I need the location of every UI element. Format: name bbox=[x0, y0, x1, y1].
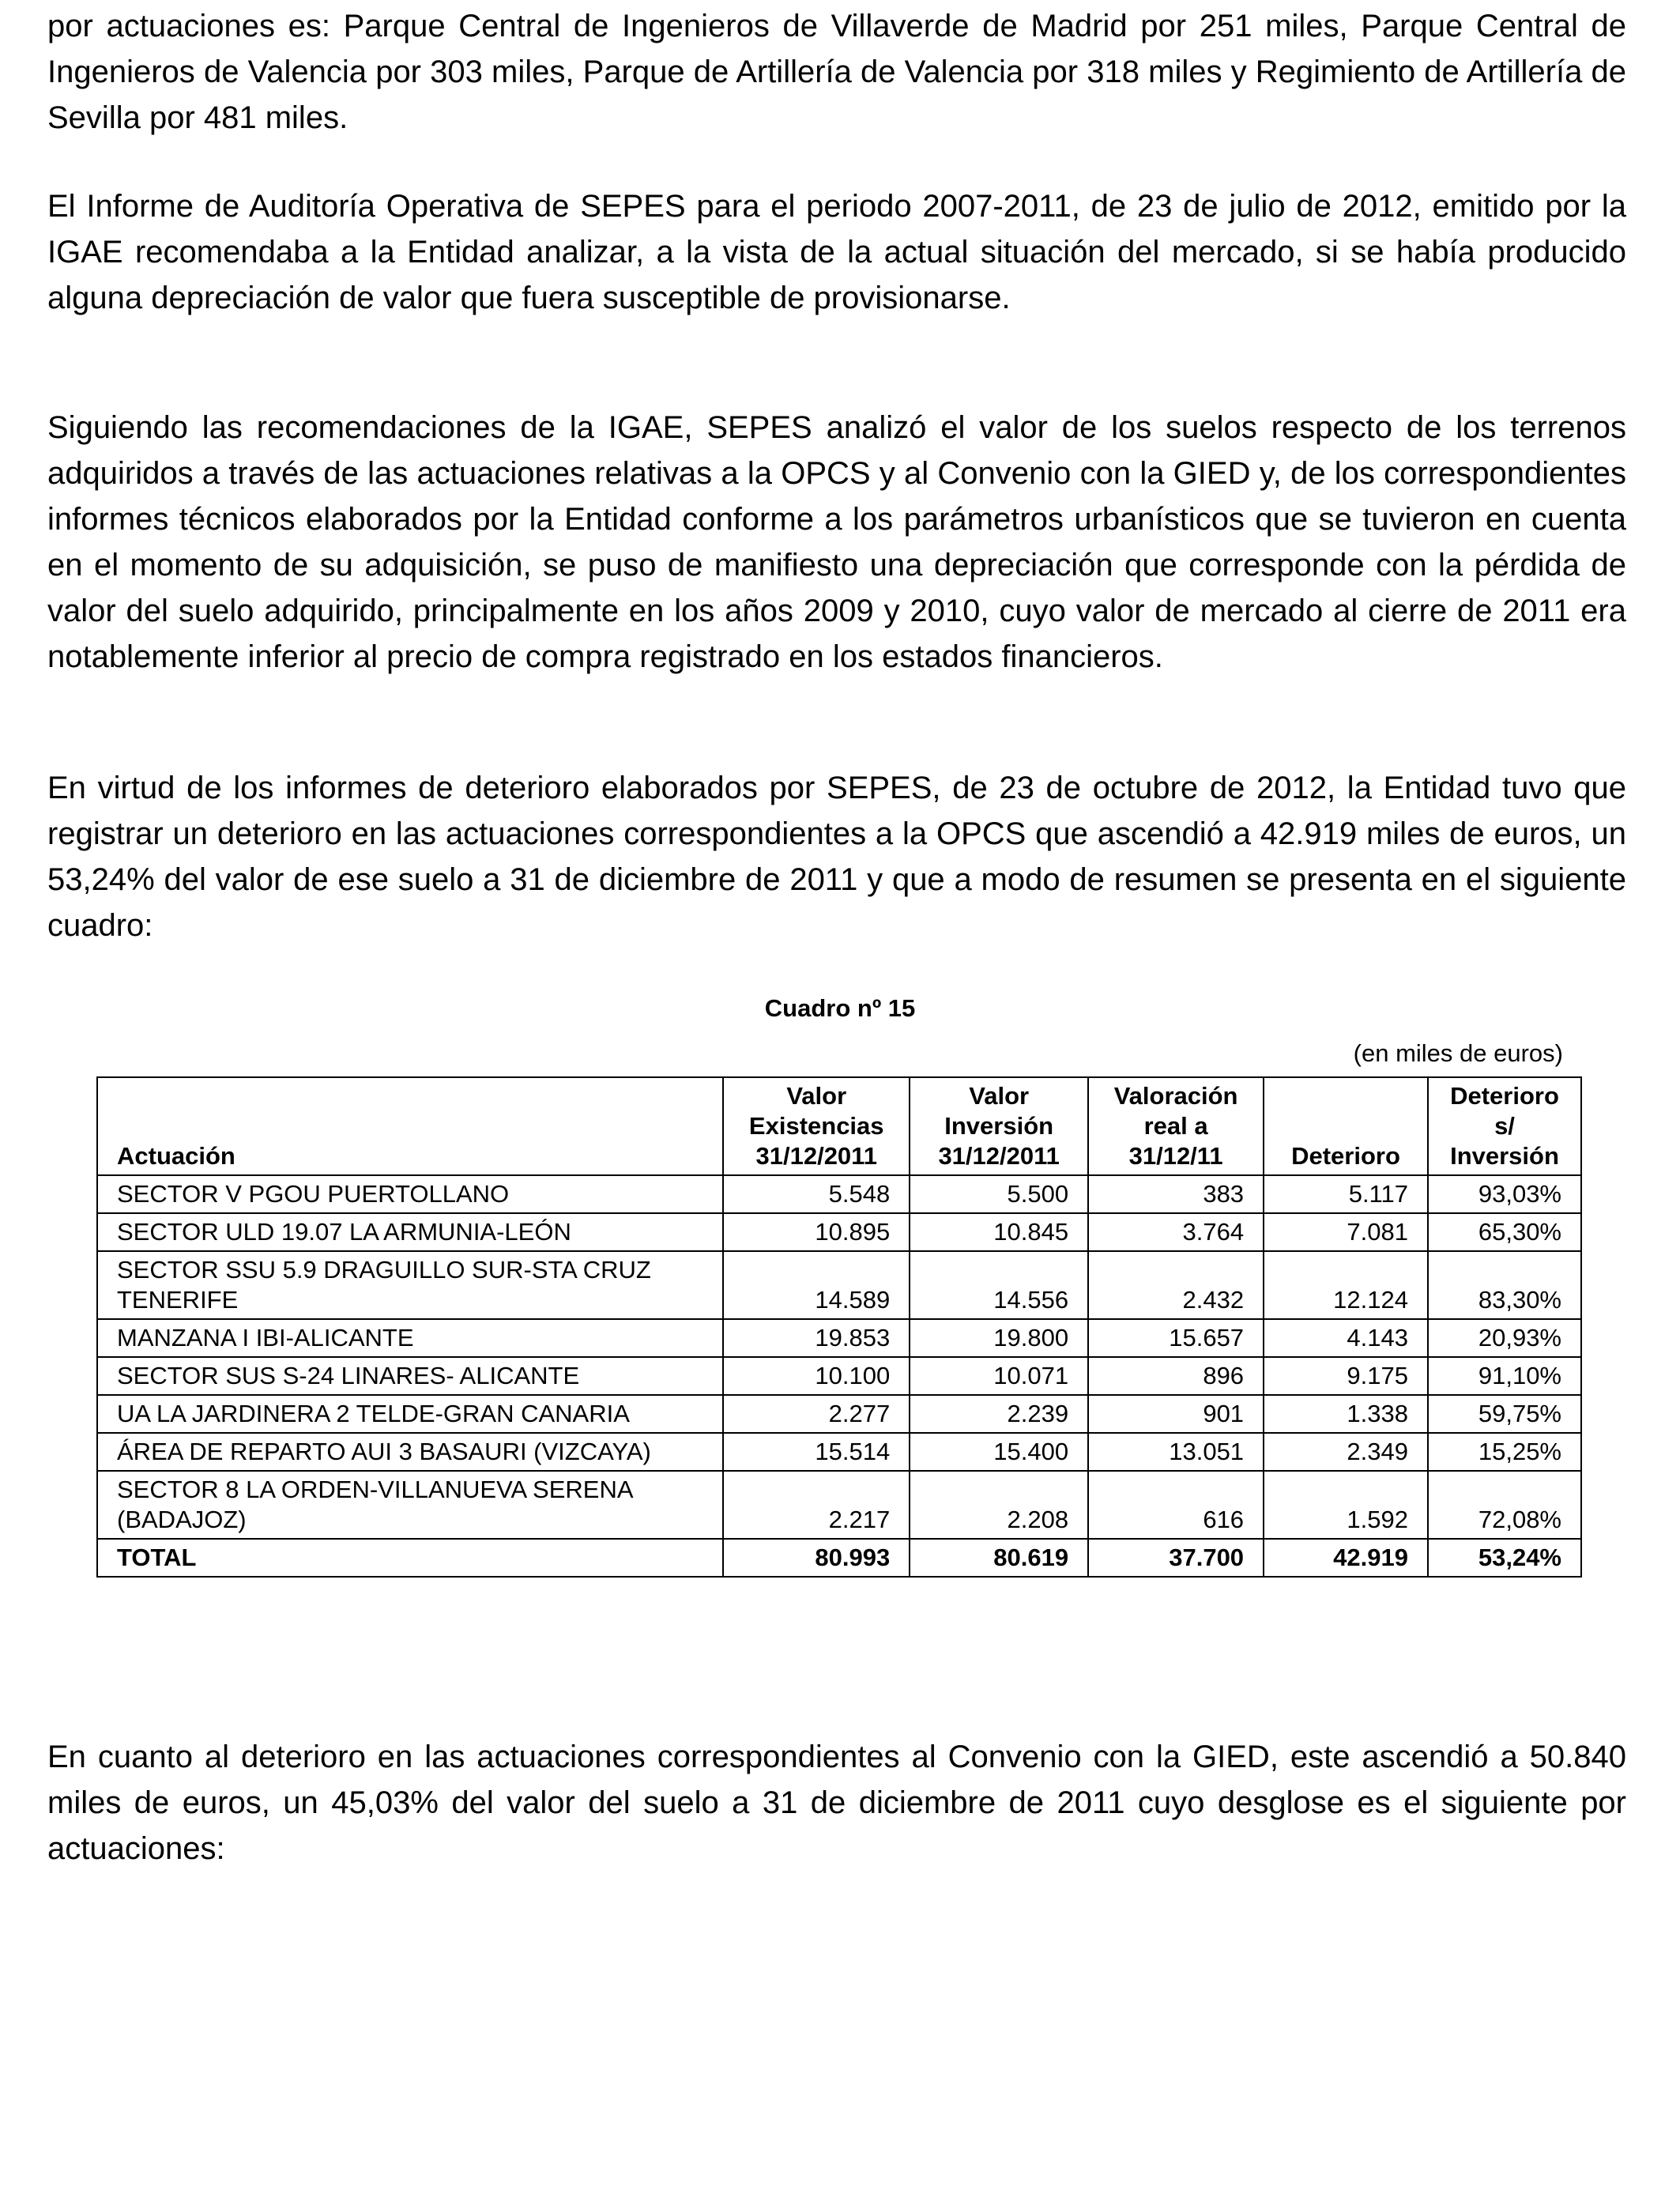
actuacion-line: TENERIFE bbox=[117, 1286, 239, 1314]
actuacion-line: (BADAJOZ) bbox=[117, 1506, 247, 1533]
value-cell: 9.175 bbox=[1264, 1357, 1428, 1395]
paragraph-5: En cuanto al deterioro en las actuaciones correspondientes al Convenio con la GIED, este ascendió a 50.840 miles de euros, un 45,03% del valor del suelo a 31 de diciembre de 2011 cuyo desglose es el siguiente por actuaciones: bbox=[47, 1740, 1626, 1866]
column-header bbox=[910, 1077, 1088, 1175]
table-row bbox=[97, 1471, 1581, 1539]
value-cell: 7.081 bbox=[1264, 1213, 1428, 1251]
value-cell: 59,75% bbox=[1428, 1395, 1581, 1433]
actuacion-line: SECTOR SSU 5.9 DRAGUILLO SUR-STA CRUZ bbox=[117, 1256, 651, 1284]
column-header bbox=[1264, 1077, 1428, 1175]
value-cell: 10.100 bbox=[723, 1357, 910, 1395]
value-cell: 93,03% bbox=[1428, 1175, 1581, 1213]
value-cell: 13.051 bbox=[1088, 1433, 1264, 1471]
value-cell: 72,08% bbox=[1428, 1471, 1581, 1539]
value-cell: 15.657 bbox=[1088, 1319, 1264, 1357]
actuacion-line: TOTAL bbox=[117, 1544, 197, 1571]
value-cell: 19.800 bbox=[910, 1319, 1088, 1357]
column-header-line: Inversión bbox=[944, 1112, 1054, 1140]
column-header-line: Valoración bbox=[1113, 1082, 1238, 1110]
column-header-line: Valor bbox=[969, 1082, 1030, 1110]
column-header-line: Actuación bbox=[117, 1142, 235, 1170]
value-cell: 2.217 bbox=[723, 1471, 910, 1539]
column-header-line: real a bbox=[1143, 1112, 1208, 1140]
table-caption: Cuadro nº 15 bbox=[764, 994, 916, 1022]
column-header-line: Inversión bbox=[1450, 1142, 1559, 1170]
paragraph-3: Siguiendo las recomendaciones de la IGAE, SEPES analizó el valor de los suelos respecto de los terrenos adquiridos a través de las actuaciones relativas a la OPCS y al Convenio con la GIED y, de los correspondientes informes técnicos elaborados por la Entidad conforme a los parámetros urbanísticos que se tuvieron en cuenta en el momento de su adquisición, se puso de manifiesto una depreciación que corresponde con la pérdida de valor del suelo adquirido, principalmente en los años 2009 y 2010, cuyo valor de mercado al cierre de 2011 era notablemente inferior al precio de compra registrado en los estados financieros. bbox=[47, 410, 1626, 674]
table-row bbox=[97, 1175, 1581, 1213]
column-header bbox=[97, 1077, 723, 1175]
actuacion-cell bbox=[97, 1213, 723, 1251]
table-row bbox=[97, 1251, 1581, 1319]
table-row bbox=[97, 1319, 1581, 1357]
value-cell: 37.700 bbox=[1088, 1539, 1264, 1577]
value-cell: 91,10% bbox=[1428, 1357, 1581, 1395]
actuacion-line: SECTOR 8 LA ORDEN-VILLANUEVA SERENA bbox=[117, 1476, 634, 1503]
value-cell: 14.589 bbox=[723, 1251, 910, 1319]
actuacion-cell bbox=[97, 1395, 723, 1433]
value-cell: 10.845 bbox=[910, 1213, 1088, 1251]
column-header-line: s/ bbox=[1494, 1112, 1515, 1140]
value-cell: 15.514 bbox=[723, 1433, 910, 1471]
table-row bbox=[97, 1357, 1581, 1395]
actuacion-cell bbox=[97, 1357, 723, 1395]
value-cell: 1.338 bbox=[1264, 1395, 1428, 1433]
column-header bbox=[1428, 1077, 1581, 1175]
actuacion-cell bbox=[97, 1433, 723, 1471]
value-cell: 19.853 bbox=[723, 1319, 910, 1357]
value-cell: 3.764 bbox=[1088, 1213, 1264, 1251]
actuacion-line: ÁREA DE REPARTO AUI 3 BASAURI (VIZCAYA) bbox=[117, 1438, 651, 1465]
actuacion-cell bbox=[97, 1251, 723, 1319]
value-cell: 53,24% bbox=[1428, 1539, 1581, 1577]
table-header bbox=[97, 1077, 1581, 1175]
column-header bbox=[723, 1077, 910, 1175]
actuacion-cell bbox=[97, 1175, 723, 1213]
actuacion-line: SECTOR ULD 19.07 LA ARMUNIA-LEÓN bbox=[117, 1218, 571, 1246]
value-cell: 2.277 bbox=[723, 1395, 910, 1433]
actuacion-line: SECTOR V PGOU PUERTOLLANO bbox=[117, 1180, 510, 1208]
value-cell: 10.071 bbox=[910, 1357, 1088, 1395]
value-cell: 616 bbox=[1088, 1471, 1264, 1539]
actuacion-line: MANZANA I IBI-ALICANTE bbox=[117, 1324, 414, 1351]
value-cell: 1.592 bbox=[1264, 1471, 1428, 1539]
column-header-line: 31/12/2011 bbox=[938, 1142, 1060, 1170]
value-cell: 20,93% bbox=[1428, 1319, 1581, 1357]
column-header-line: Valor bbox=[786, 1082, 847, 1110]
value-cell: 2.208 bbox=[910, 1471, 1088, 1539]
value-cell: 2.349 bbox=[1264, 1433, 1428, 1471]
value-cell: 901 bbox=[1088, 1395, 1264, 1433]
column-header-line: Existencias bbox=[748, 1112, 884, 1140]
paragraph-1: por actuaciones es: Parque Central de Ingenieros de Villaverde de Madrid por 251 miles, Parque Central de Ingenieros de Valencia por 303 miles, Parque de Artillería de Valencia por 318 miles y Regimiento de Artillería de Sevilla por 481 miles. bbox=[47, 9, 1626, 135]
table-row bbox=[97, 1213, 1581, 1251]
value-cell: 42.919 bbox=[1264, 1539, 1428, 1577]
value-cell: 10.895 bbox=[723, 1213, 910, 1251]
column-header bbox=[1088, 1077, 1264, 1175]
table-row bbox=[97, 1395, 1581, 1433]
actuacion-cell bbox=[97, 1471, 723, 1539]
value-cell: 5.548 bbox=[723, 1175, 910, 1213]
value-cell: 15,25% bbox=[1428, 1433, 1581, 1471]
paragraph-2: El Informe de Auditoría Operativa de SEPES para el periodo 2007-2011, de 23 de julio de 2012, emitido por la IGAE recomendaba a la Entidad analizar, a la vista de la actual situación del mercado, si se había producido alguna depreciación de valor que fuera susceptible de provisionarse. bbox=[47, 189, 1626, 315]
value-cell: 2.432 bbox=[1088, 1251, 1264, 1319]
paragraph-4: En virtud de los informes de deterioro elaborados por SEPES, de 23 de octubre de 2012, la Entidad tuvo que registrar un deterioro en las actuaciones correspondientes a la OPCS que ascendió a 42.919 miles de euros, un 53,24% del valor de ese suelo a 31 de diciembre de 2011 y que a modo de resumen se presenta en el siguiente cuadro: bbox=[47, 771, 1626, 943]
table-header-row bbox=[97, 1077, 1581, 1175]
actuacion-cell bbox=[97, 1319, 723, 1357]
column-header-line: 31/12/2011 bbox=[755, 1142, 877, 1170]
value-cell: 65,30% bbox=[1428, 1213, 1581, 1251]
actuacion-cell bbox=[97, 1539, 723, 1577]
table-units: (en miles de euros) bbox=[1353, 1039, 1563, 1067]
value-cell: 383 bbox=[1088, 1175, 1264, 1213]
value-cell: 4.143 bbox=[1264, 1319, 1428, 1357]
value-cell: 15.400 bbox=[910, 1433, 1088, 1471]
value-cell: 5.500 bbox=[910, 1175, 1088, 1213]
value-cell: 2.239 bbox=[910, 1395, 1088, 1433]
value-cell: 14.556 bbox=[910, 1251, 1088, 1319]
table-row bbox=[97, 1433, 1581, 1471]
value-cell: 5.117 bbox=[1264, 1175, 1428, 1213]
value-cell: 12.124 bbox=[1264, 1251, 1428, 1319]
table-body bbox=[97, 1175, 1581, 1577]
column-header-line: Deterioro bbox=[1291, 1142, 1400, 1170]
actuacion-line: SECTOR SUS S-24 LINARES- ALICANTE bbox=[117, 1362, 580, 1389]
total-row bbox=[97, 1539, 1581, 1577]
value-cell: 80.619 bbox=[910, 1539, 1088, 1577]
deterioro-table bbox=[96, 1076, 1582, 1578]
column-header-line: 31/12/11 bbox=[1128, 1142, 1223, 1170]
value-cell: 83,30% bbox=[1428, 1251, 1581, 1319]
value-cell: 80.993 bbox=[723, 1539, 910, 1577]
actuacion-line: UA LA JARDINERA 2 TELDE-GRAN CANARIA bbox=[117, 1400, 630, 1427]
column-header-line: Deterioro bbox=[1450, 1082, 1559, 1110]
value-cell: 896 bbox=[1088, 1357, 1264, 1395]
